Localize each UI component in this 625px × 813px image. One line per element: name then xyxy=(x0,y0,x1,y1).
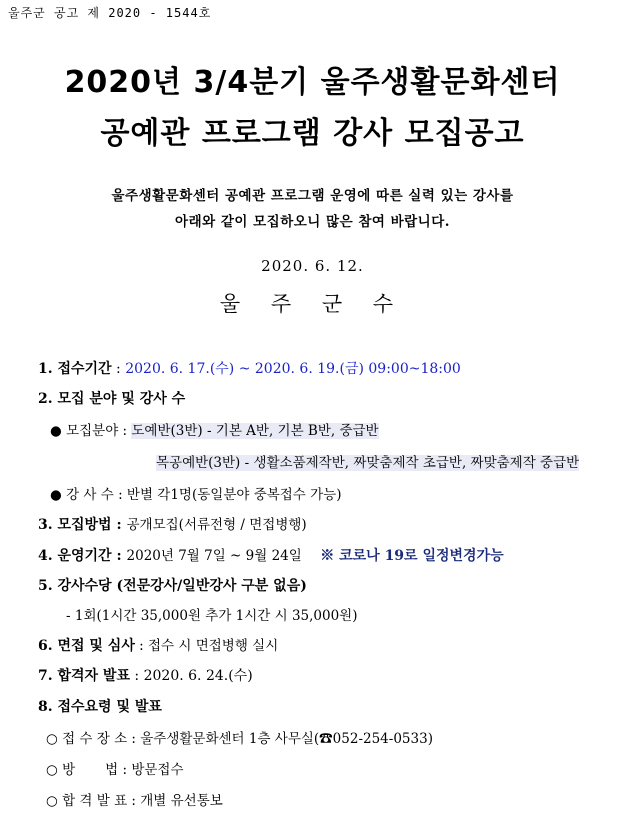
circle-bullet-icon: ○ xyxy=(46,762,58,778)
method-label: 방 법 : xyxy=(62,762,132,778)
bullet-icon: ● xyxy=(50,487,62,503)
title-line-2: 공예관 프로그램 강사 모집공고 xyxy=(100,116,525,151)
result-date-value: : 2020. 6. 24.(수) xyxy=(129,668,253,684)
section-recruit-method xyxy=(38,513,307,534)
announcement-date: 2020. 6. 12. xyxy=(261,257,364,275)
title-line-1: 2020년 3/4분기 울주생활문화센터 xyxy=(64,65,561,100)
section-reception-period xyxy=(38,358,461,378)
recruit-field-row-2 xyxy=(156,451,579,471)
section-label: 6. 면접 및 심사 xyxy=(38,638,135,654)
covid-note: ※ 코로나 19로 일정변경가능 xyxy=(320,548,504,564)
circle-bullet-icon: ○ xyxy=(46,793,58,809)
section-label: 7. 합격자 발표 xyxy=(38,668,130,684)
count-label: 강 사 수 : xyxy=(66,487,127,503)
bullet-icon: ● xyxy=(50,423,62,439)
section-label: 1. 접수기간 xyxy=(38,361,112,377)
section-interview xyxy=(38,634,278,655)
section-label: 3. 모집방법 : xyxy=(38,517,127,533)
operation-period-value: 2020년 7월 7일 ~ 9월 24일 xyxy=(126,548,302,564)
section-recruit-fields: 2. 모집 분야 및 강사 수 xyxy=(38,391,186,407)
section-operation-period xyxy=(38,544,504,565)
place-label: 접 수 장 소 : xyxy=(62,731,141,747)
section-result-announcement xyxy=(38,665,253,685)
result-notice-row xyxy=(46,789,223,809)
field-value-pottery: 도예반(3반) - 기본 A반, 기본 B반, 중급반 xyxy=(131,423,379,439)
section-instructor-fee: 5. 강사수당 (전문강사/일반강사 구분 없음) xyxy=(38,578,307,594)
field-value-woodcraft: 목공예반(3반) - 생활소품제작반, 짜맞춤제작 초급반, 짜맞춤제작 중급반 xyxy=(156,455,580,471)
issuer: 울 주 군 수 xyxy=(219,292,406,316)
notice-number: 울주군 공고 제 2020 - 1544호 xyxy=(8,6,212,20)
instructor-count-row xyxy=(50,483,342,503)
method-value: 방문접수 xyxy=(131,762,184,778)
section-reception-guide: 8. 접수요령 및 발표 xyxy=(38,699,162,715)
section-label: 4. 운영기간 : xyxy=(38,548,127,564)
reception-place-row xyxy=(46,727,433,747)
field-label: 모집분야 : xyxy=(66,423,132,439)
intro-line-1: 울주생활문화센터 공예관 프로그램 운영에 따른 실력 있는 강사를 xyxy=(111,188,514,204)
separator: : xyxy=(111,361,126,377)
reception-method-row xyxy=(46,758,184,778)
result-value: 개별 유선통보 xyxy=(140,793,223,809)
interview-value: : 접수 시 면접병행 실시 xyxy=(134,638,279,654)
intro-line-2: 아래와 같이 모집하오니 많은 참여 바랍니다. xyxy=(175,214,450,230)
place-value: 울주생활문화센터 1층 사무실(☎052-254-0533) xyxy=(140,731,433,747)
recruit-method-value: 공개모집(서류전형 / 면접병행) xyxy=(126,517,307,533)
count-value: 반별 각1명(동일분야 중복접수 가능) xyxy=(126,487,342,503)
recruit-field-row xyxy=(50,419,379,439)
reception-period-value: 2020. 6. 17.(수) ~ 2020. 6. 19.(금) 09:00~18:00 xyxy=(125,361,461,377)
circle-bullet-icon: ○ xyxy=(46,731,58,747)
result-label: 합 격 발 표 : xyxy=(62,793,141,809)
instructor-fee-value: - 1회(1시간 35,000원 추가 1시간 시 35,000원) xyxy=(66,608,358,624)
